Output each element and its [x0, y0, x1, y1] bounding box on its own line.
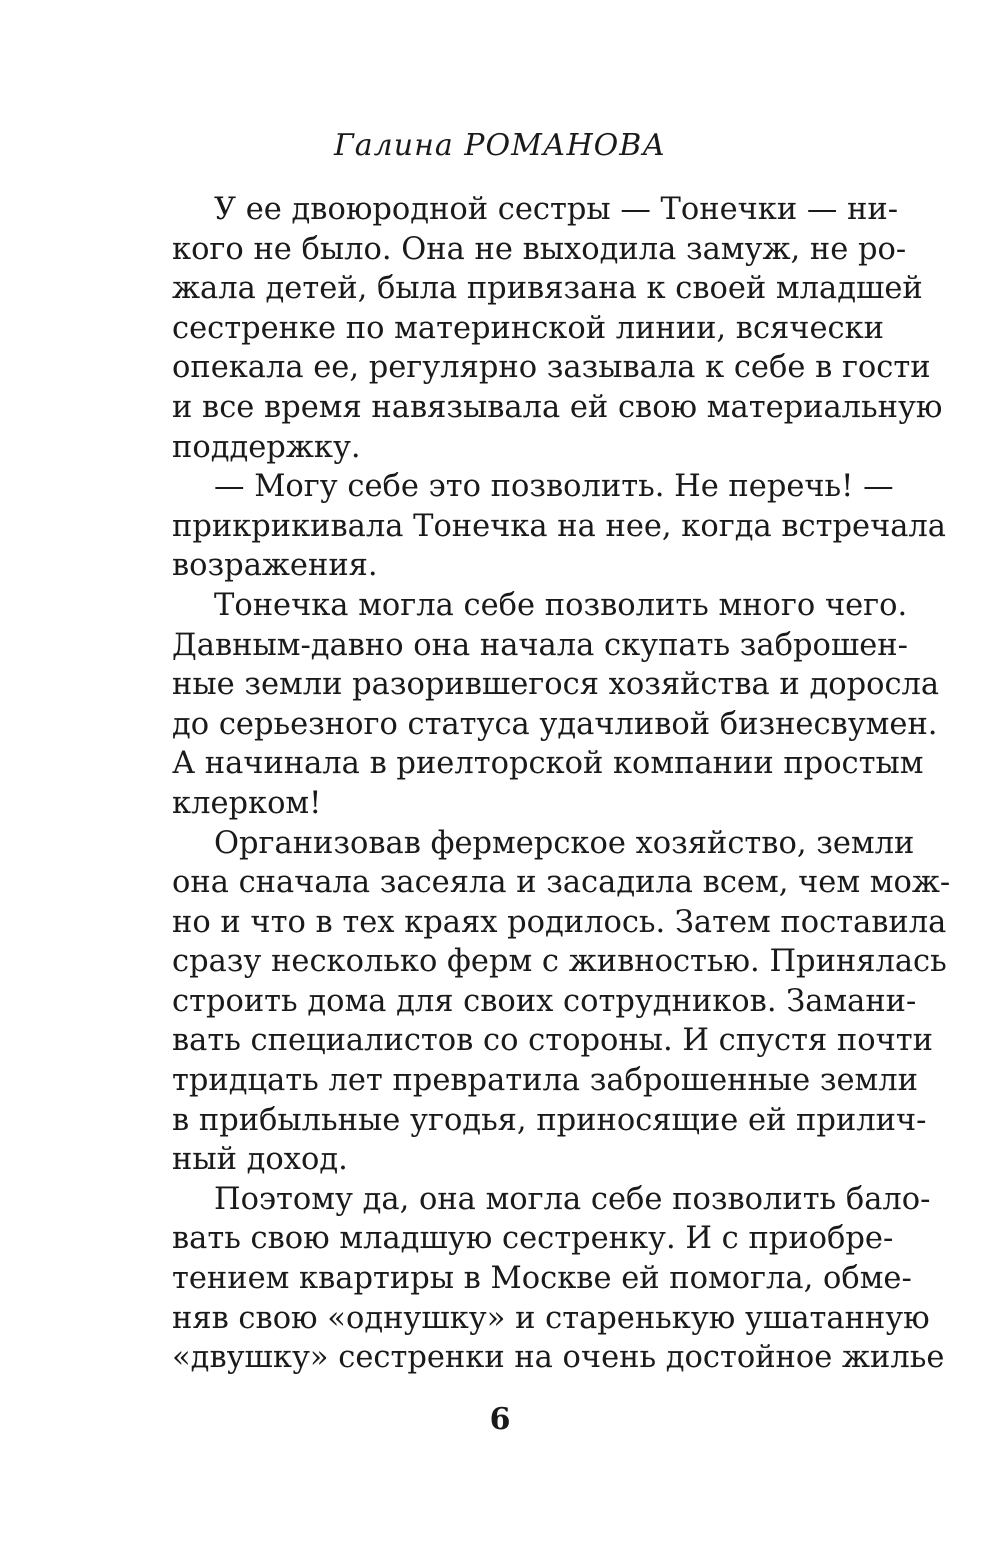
text-line: но и что в тех краях родилось. Затем поставила	[172, 904, 947, 940]
text-line: Давным-давно она начала скупать заброшен-	[172, 627, 908, 663]
text-line: Поэтому да, она могла себе позволить бало-	[214, 1181, 931, 1217]
text-line: сразу несколько ферм с живностью. Принялась	[172, 944, 947, 980]
text-line: клерком!	[172, 785, 322, 821]
text-line: сестренке по материнской линии, всячески	[172, 310, 884, 346]
text-line: ный доход.	[172, 1142, 348, 1178]
text-line: и все время навязывала ей свою материальную	[172, 389, 943, 425]
text-line: строить дома для своих сотрудников. Замани-	[172, 983, 917, 1019]
text-line: возражения.	[172, 548, 378, 584]
text-line: в прибыльные угодья, приносящие ей прилич-	[172, 1102, 927, 1138]
text-line: У ее двоюродной сестры — Тонечки — ни-	[214, 192, 899, 227]
text-line: до серьезного статуса удачливой бизнесвумен.	[172, 706, 938, 742]
text-line: прикрикивала Тонечка на нее, когда встречала	[172, 508, 946, 544]
text-line: опекала ее, регулярно зазывала к себе в гости	[172, 350, 931, 386]
text-line: Тонечка могла себе позволить много чего.	[214, 587, 908, 623]
text-line: она сначала засеяла и засадила всем, чем мож-	[172, 865, 951, 901]
text-line: — Могу себе это позволить. Не перечь! —	[214, 469, 894, 505]
text-line: вать свою младшую сестренку. И с приобре-	[172, 1221, 894, 1257]
text-line: тением квартиры в Москве ей помогла, обме-	[172, 1261, 912, 1297]
text-line: Организовав фермерское хозяйство, земли	[214, 825, 915, 861]
page-number: 6	[489, 1402, 511, 1437]
running-head-author: Галина РОМАНОВА	[333, 128, 667, 163]
text-line: ные земли разорившегося хозяйства и доросла	[172, 667, 940, 703]
text-line: тридцать лет превратила заброшенные земли	[172, 1063, 918, 1099]
text-line: няв свою «однушку» и старенькую ушатанную	[172, 1300, 930, 1336]
text-line: А начинала в риелторской компании простым	[172, 746, 924, 782]
text-line: поддержку.	[172, 429, 361, 465]
text-line: кого не было. Она не выходила замуж, не ро-	[172, 231, 907, 267]
text-line: жала детей, была привязана к своей младшей	[172, 271, 923, 307]
text-line: «двушку» сестренки на очень достойное жилье	[172, 1340, 945, 1376]
text-line: вать специалистов со стороны. И спустя почти	[172, 1023, 933, 1059]
body-text	[172, 190, 951, 1378]
